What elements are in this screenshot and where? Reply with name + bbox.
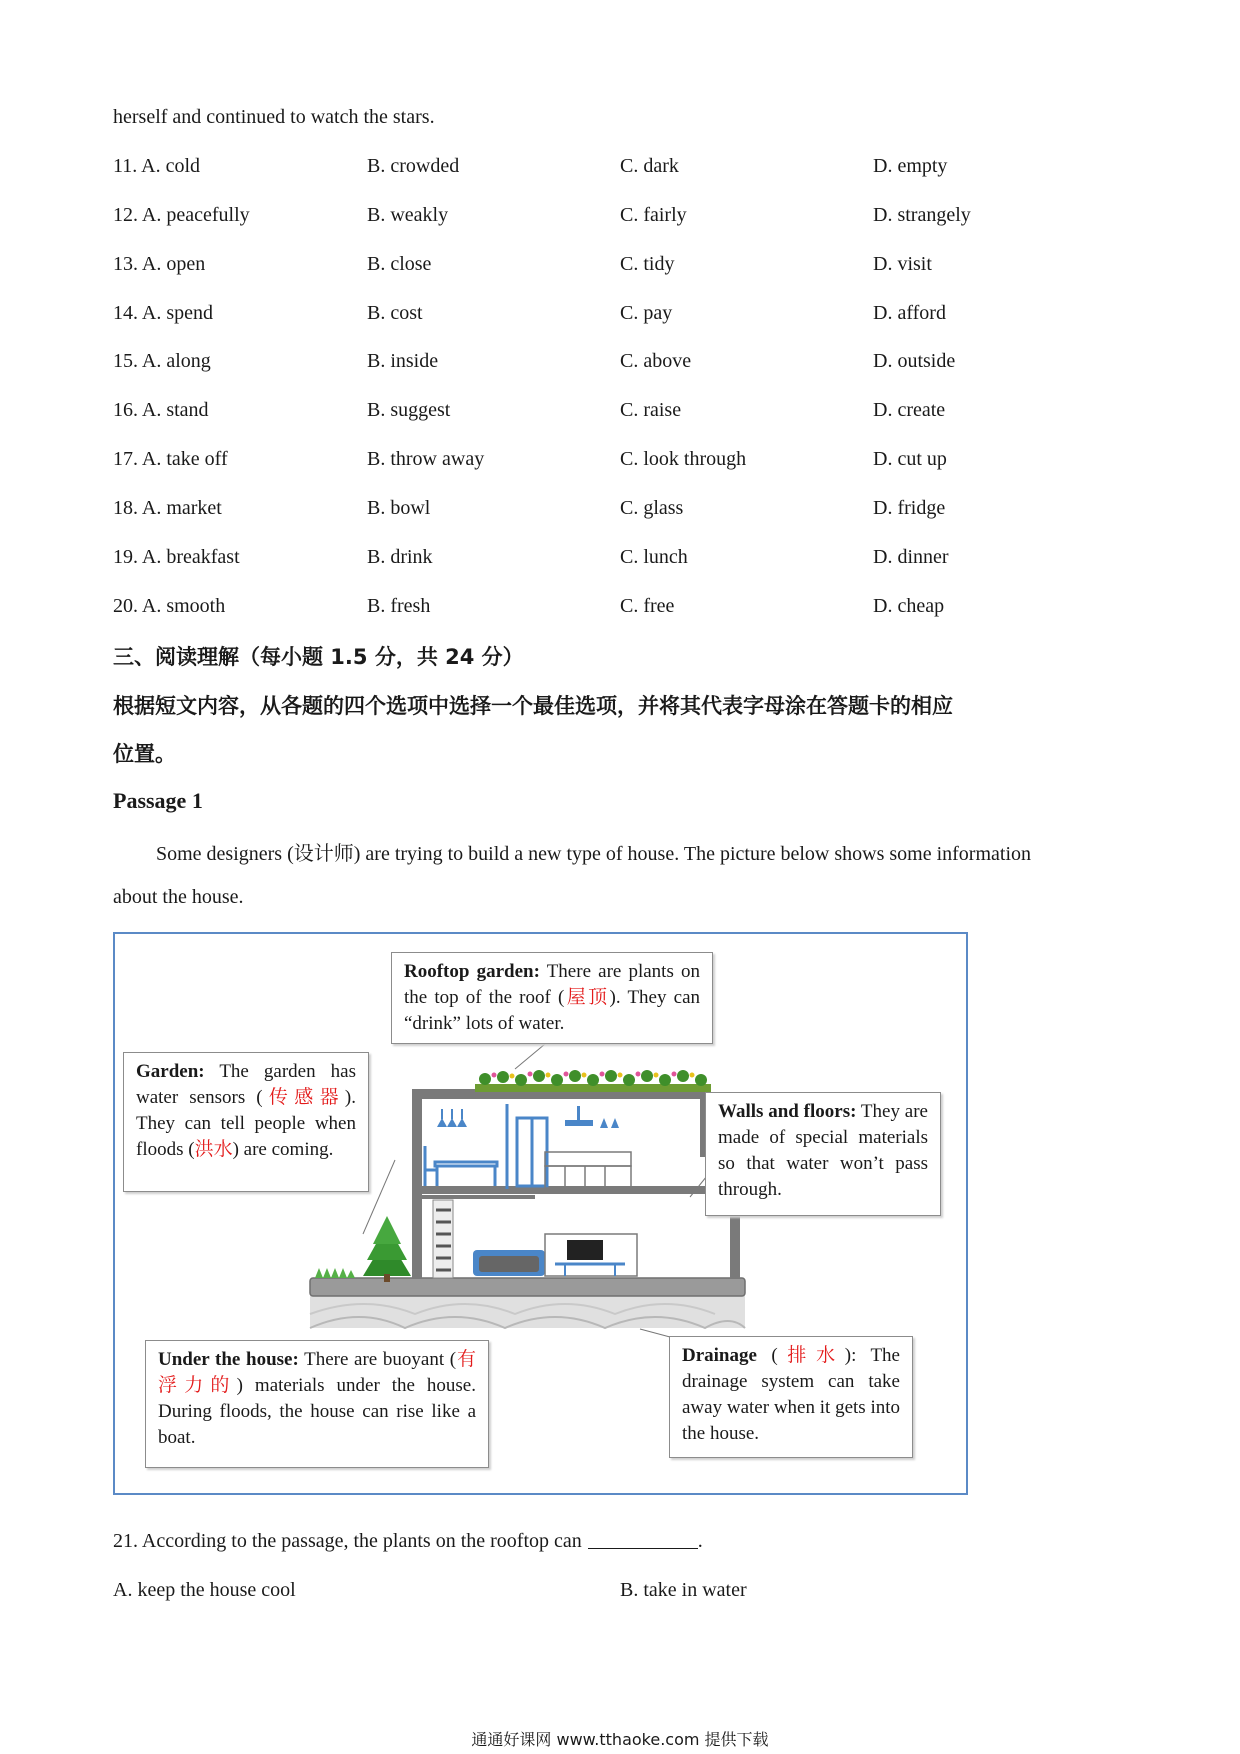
option-a: 17. A. take off (113, 448, 228, 470)
question-row (113, 350, 1113, 376)
option-c: C. free (620, 595, 675, 617)
option-c: C. glass (620, 497, 684, 519)
question-row (113, 253, 1113, 279)
question-row (113, 302, 1113, 328)
option-a: 14. A. spend (113, 302, 213, 324)
option-a: 11. A. cold (113, 155, 201, 177)
under-house-callout: Under the house: There are buoyant (有浮力的) materials under the house. During floods, the house can rise like a boat. (145, 1340, 489, 1468)
option-c: C. fairly (620, 204, 687, 226)
intro-line: herself and continued to watch the stars. (113, 106, 435, 128)
option-a: 20. A. smooth (113, 595, 226, 617)
question-row (113, 155, 1113, 181)
answer-blank (588, 1548, 698, 1549)
passage-line-1: Some designers (设计师) are trying to build a new type of house. The picture below shows some information (156, 843, 1032, 865)
option-d: D. empty (873, 155, 948, 177)
question-21-options (113, 1579, 1113, 1605)
rooftop-garden-callout: Rooftop garden: There are plants on the top of the roof (屋顶). They can “drink” lots of water. (391, 952, 713, 1044)
instruction-line-1: 根据短文内容，从各题的四个选项中选择一个最佳选项，并将其代表字母涂在答题卡的相应 (113, 694, 953, 718)
option-c: C. look through (620, 448, 747, 470)
option-b: B. inside (367, 350, 439, 372)
option-a: 19. A. breakfast (113, 546, 240, 568)
question-row (113, 497, 1113, 523)
section-heading: 三、阅读理解（每小题 1.5 分，共 24 分） (113, 645, 524, 669)
option-b: B. throw away (367, 448, 485, 470)
question-row (113, 204, 1113, 230)
question-row (113, 448, 1113, 474)
option-d: D. afford (873, 302, 946, 324)
option-b: B. close (367, 253, 432, 275)
passage-title: Passage 1 (113, 788, 203, 813)
instruction-line-2: 位置。 (113, 742, 176, 766)
option-b: B. take in water (620, 1579, 747, 1601)
option-d: D. dinner (873, 546, 949, 568)
option-a: 12. A. peacefully (113, 204, 250, 226)
option-a: 18. A. market (113, 497, 222, 519)
option-b: B. weakly (367, 204, 449, 226)
drainage-callout: Drainage (排水): The drainage system can take away water when it gets into the house. (669, 1336, 913, 1458)
option-a: 16. A. stand (113, 399, 209, 421)
option-d: D. strangely (873, 204, 971, 226)
option-c: C. raise (620, 399, 682, 421)
option-d: D. visit (873, 253, 932, 275)
option-b: B. drink (367, 546, 433, 568)
option-b: B. cost (367, 302, 423, 324)
option-a: 13. A. open (113, 253, 206, 275)
walls-floors-callout: Walls and floors: They are made of special materials so that water won’t pass through. (705, 1092, 941, 1216)
question-row (113, 595, 1113, 621)
option-a: A. keep the house cool (113, 1579, 296, 1601)
question-row (113, 399, 1113, 425)
option-d: D. create (873, 399, 946, 421)
option-b: B. crowded (367, 155, 460, 177)
garden-callout: Garden: The garden has water sensors (传感器). They can tell people when floods (洪水) are coming. (123, 1052, 369, 1192)
option-c: C. above (620, 350, 692, 372)
option-d: D. fridge (873, 497, 946, 519)
question-row (113, 546, 1113, 572)
house-figure (113, 932, 968, 1495)
option-b: B. bowl (367, 497, 431, 519)
footer: 通通好课网 www.tthaoke.com 提供下载 (471, 1730, 769, 1749)
option-c: C. lunch (620, 546, 688, 568)
option-d: D. cut up (873, 448, 947, 470)
option-b: B. fresh (367, 595, 431, 617)
option-d: D. outside (873, 350, 956, 372)
option-a: 15. A. along (113, 350, 211, 372)
question-21-stem: 21. According to the passage, the plants on the rooftop can . (113, 1530, 703, 1552)
option-c: C. tidy (620, 253, 675, 275)
option-b: B. suggest (367, 399, 451, 421)
option-d: D. cheap (873, 595, 945, 617)
option-c: C. dark (620, 155, 679, 177)
passage-line-2: about the house. (113, 886, 244, 908)
option-c: C. pay (620, 302, 673, 324)
